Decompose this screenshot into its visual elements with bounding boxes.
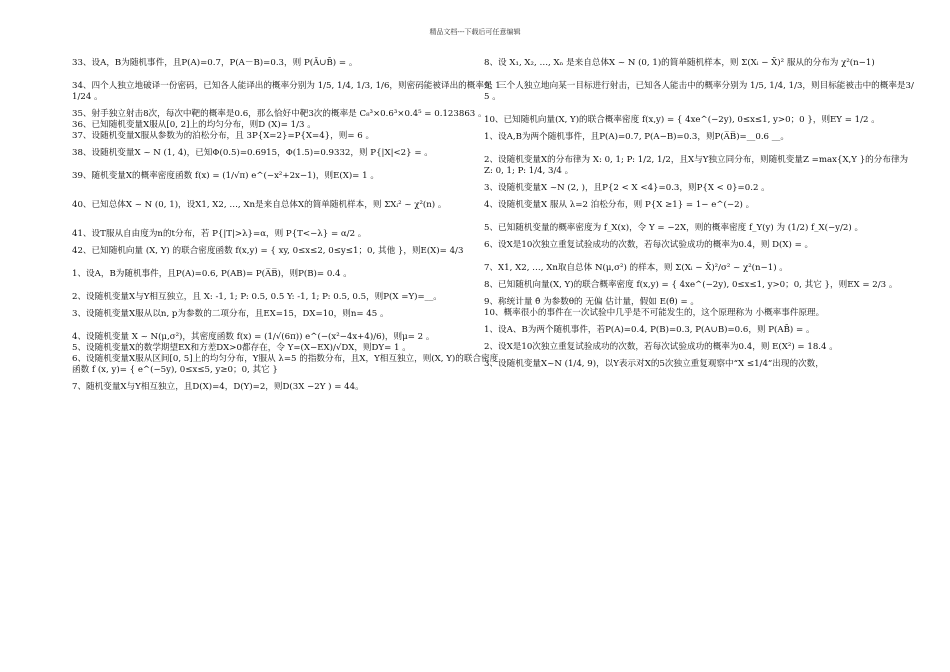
left-column	[72, 58, 502, 393]
question-2-right: 2、设随机变量X的分布律为 X: 0, 1; P: 1/2, 1/2，且X与Y独立同分布，则随机变量Z =max{X,Y }的分布律为 Z: 0, 1; P: 1/4, 3/4 。	[484, 155, 909, 176]
question-2-left: 2、设随机变量X与Y相互独立，且 X: -1, 1; P: 0.5, 0.5 Y: -1, 1; P: 0.5, 0.5，则P(X =Y)=__。	[72, 292, 442, 302]
question-8b-right: 8、已知随机向量(X, Y)的联合概率密度 f(x,y) = { 4xe^(−2y), 0≤x≤1, y>0；0, 其它 }，则EX = 2/3 。	[484, 280, 898, 290]
question-3b-right: 3、设随机变量X~N (1/4, 9)，以Y表示对X的5次独立重复观察中“X ≤1/4”出现的次数，	[484, 359, 824, 369]
question-3-left: 3、设随机变量X服从以n, p为参数的二项分布，且EX=15，DX=10，则n= 45 。	[72, 309, 389, 319]
question-8-right: 8、设 X₁, X₂, …, Xₙ 是来自总体X ~ N (0, 1)的简单随机样本，则 Σ(Xᵢ − X̄)² 服从的分布为 χ²(n−1)	[484, 58, 875, 68]
question-9-right: 9、三个人独立地向某一目标进行射击，已知各人能击中的概率分别为 1/5, 1/4, 1/3，则目标能被击中的概率是3/5 。	[484, 81, 914, 102]
question-5-left: 5、设随机变量X的数学期望EX和方差DX>0都存在，令 Y=(X−EX)/√DX，则DY= 1 。	[72, 343, 411, 353]
question-37: 37、设随机变量X服从参数为的泊松分布，且 3P{X=2}=P{X=4}，则= 6 。	[72, 131, 375, 141]
question-6-right: 6、设X是10次独立重复试验成功的次数，若每次试验成功的概率为0.4，则 D(X) = 。	[484, 240, 814, 250]
question-1-left: 1、设A，B为随机事件，且P(A)=0.6, P(AB)= P(A̅B̅)，则P(B)= 0.4 。	[72, 269, 352, 279]
question-9b-right: 9、称统计量 θ̂ 为参数θ的 无偏 估计量，假如 E(θ̂) = 。	[484, 297, 699, 307]
question-1-right: 1、设A,B为两个随机事件，且P(A)=0.7, P(A−B)=0.3，则P(A̅B̅)=__0.6 __。	[484, 132, 789, 142]
question-7-left: 7、随机变量X与Y相互独立，且D(X)=4，D(Y)=2，则D(3X −2Y ) = 44。	[72, 382, 364, 392]
question-35: 35、射手独立射击8次，每次中靶的概率是0.6，那么恰好中靶3次的概率是 C₈³×0.6³×0.4⁵ = 0.123863 。	[72, 109, 487, 119]
question-6-left: 6、设随机变量X服从区间[0, 5]上的均匀分布，Y服从 λ=5 的指数分布，且X，Y相互独立，则(X, Y)的联合密度函数 f (x, y)= { e^(−5y), 0≤x≤5, y≥0；0, 其它 }	[72, 354, 499, 375]
question-7-right: 7、X1, X2, …, Xn取自总体 N(μ,σ²) 的样本，则 Σ(Xᵢ − X̄)²/σ² ~ χ²(n−1) 。	[484, 263, 788, 273]
question-3-right: 3、设随机变量X ~N (2, )，且P{2 < X <4}=0.3，则P{X < 0}=0.2 。	[484, 183, 770, 193]
question-33: 33、设A，B为随机事件，且P(A)=0.7，P(A－B)=0.3，则 P(Ā∪B̄) = 。	[72, 58, 358, 68]
question-40: 40、已知总体X ~ N (0, 1)，设X1, X2, …, Xn是来自总体X的简单随机样本，则 ΣXᵢ² ~ χ²(n) 。	[72, 200, 447, 210]
question-42: 42、已知随机向量 (X, Y) 的联合密度函数 f(x,y) = { xy, 0≤x≤2, 0≤y≤1；0, 其他 }，则E(X)= 4/3	[72, 246, 464, 256]
question-2b-right: 2、设X是10次独立重复试验成功的次数，若每次试验成功的概率为0.4，则 E(X²) = 18.4 。	[484, 342, 838, 352]
question-41: 41、设T服从自由度为n的t分布，若 P{|T|>λ}=α，则 P{T<−λ} = α/2 。	[72, 229, 367, 239]
question-10-right: 10、已知随机向量(X, Y)的联合概率密度 f(x,y) = { 4xe^(−2y), 0≤x≤1, y>0；0 }，则EY = 1/2 。	[484, 115, 880, 125]
question-10b-right: 10、概率很小的事件在一次试验中几乎是不可能发生的，这个原理称为 小概率事件原理。	[484, 308, 825, 318]
question-39: 39、随机变量X的概率密度函数 f(x) = (1/√π) e^(−x²+2x−1)，则E(X)= 1 。	[72, 171, 379, 181]
question-4-right: 4、设随机变量X 服从 λ=2 泊松分布，则 P{X ≥1} = 1− e^(−2) 。	[484, 200, 755, 210]
question-34: 34、四个人独立地破译一份密码，已知各人能译出的概率分别为 1/5, 1/4, 1/3, 1/6，则密码能被译出的概率是 11/24 。	[72, 81, 501, 102]
question-4-left: 4、设随机变量 X ~ N(μ,σ²)，其密度函数 f(x) = (1/√(6π)) e^(−(x²−4x+4)/6)，则μ= 2 。	[72, 332, 435, 342]
page-header: 精品文档---下载后可任意编辑	[429, 28, 521, 36]
question-36: 36、已知随机变量X服从[0, 2]上的均匀分布，则D (X)= 1/3 。	[72, 120, 316, 130]
question-5-right: 5、已知随机变量的概率密度为 f_X(x)，令 Y = −2X，则的概率密度 f_Y(y) 为 (1/2) f_X(−y/2) 。	[484, 223, 864, 233]
question-1b-right: 1、设A、B为两个随机事件，若P(A)=0.4, P(B)=0.3, P(A∪B)=0.6，则 P(AB̄) = 。	[484, 325, 815, 335]
question-38: 38、设随机变量X ~ N (1, 4)，已知Φ(0.5)=0.6915，Φ(1.5)=0.9332，则 P{|X|<2} = 。	[72, 148, 433, 158]
right-column	[484, 58, 914, 370]
